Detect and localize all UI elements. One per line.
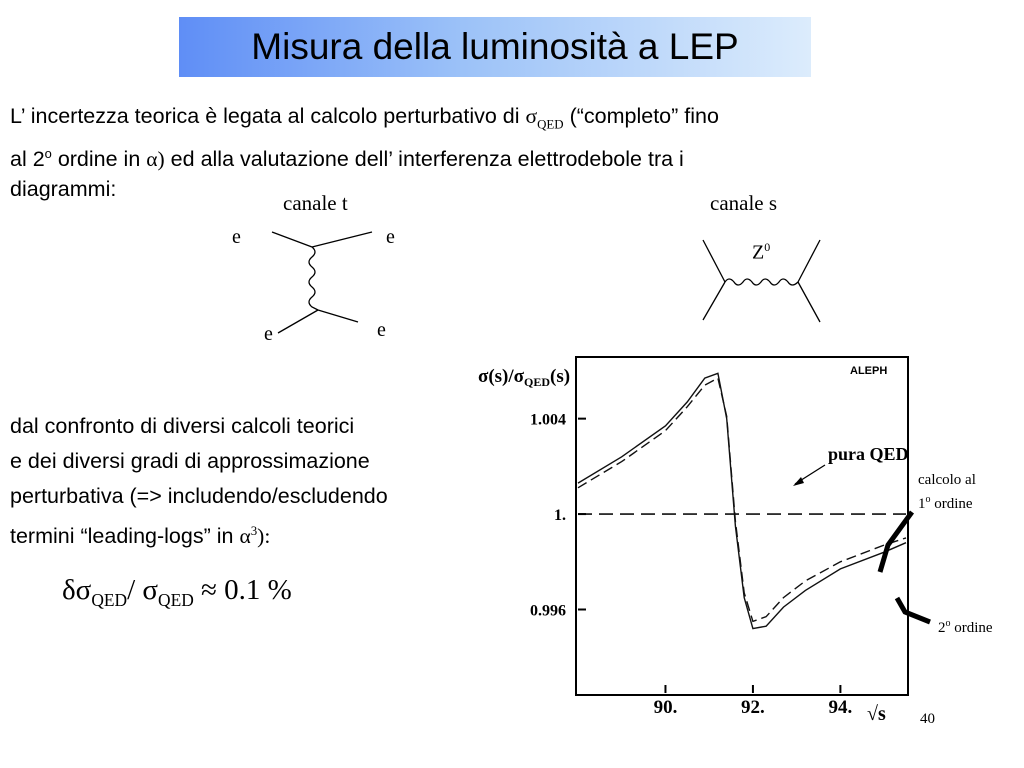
x-tick-label: 94. [828, 697, 853, 718]
order-superscript: o [44, 146, 52, 162]
y-tick-label: 1.004 [530, 411, 566, 429]
z-superscript: 0 [764, 240, 771, 254]
first-order-annotation-2: 1$^o$ ordine [918, 494, 973, 512]
x-tick-label: 90. [653, 697, 678, 718]
first-order-annotation: calcolo al [918, 472, 976, 488]
alpha-symbol: α) [146, 147, 165, 172]
qed-subscript: QED [158, 589, 194, 610]
comparison-line: dal confronto di diversi calcoli teorici [10, 414, 355, 438]
comparison-text: termini “leading-logs” in [10, 524, 240, 549]
t-channel-label: canale t [283, 191, 348, 215]
comparison-line: perturbativa (=> includendo/escludendo [10, 484, 388, 508]
comparison-text: ): [257, 524, 271, 549]
page-number: 40 [920, 711, 935, 727]
y-axis-label: $\sigma(s)/\sigma_{QED}(s)$ [478, 366, 571, 389]
page-title: Misura della luminosità a LEP [251, 26, 739, 67]
plot-frame [576, 357, 908, 695]
intro-text: L’ incertezza teorica è legata al calcolo perturbativo di [10, 104, 526, 128]
second-order-annotation: 2$^o$ ordine [938, 618, 993, 636]
formula-divider: / σ [127, 574, 159, 606]
intro-text: (“completo” fino [563, 104, 719, 128]
aleph-logo: ALEPH [850, 365, 888, 377]
intro-line-3: diagrammi: [10, 177, 117, 202]
y-tick-label: 1. [554, 507, 566, 525]
y-tick-label: 0.996 [530, 602, 566, 620]
intro-text: al 2 [10, 147, 45, 172]
qed-subscript: QED [91, 589, 128, 610]
x-axis-label: √s [867, 703, 886, 725]
z-text: Z [752, 241, 765, 264]
s-channel-label: canale s [710, 191, 778, 215]
intro-text: ed alla valutazione dell’ interferenza elettrodebole tra i [164, 147, 684, 172]
sigma-symbol: σ [525, 104, 538, 128]
qed-subscript: QED [537, 117, 564, 132]
electron-label: e [377, 319, 386, 341]
pure-qed-annotation: pura QED [828, 444, 909, 464]
electron-label: e [264, 323, 273, 345]
power-superscript: 3 [250, 524, 258, 538]
delta-sigma: δσ [62, 574, 92, 606]
x-tick-label: 92. [741, 697, 765, 718]
formula-value: ≈ 0.1 % [193, 574, 292, 606]
electron-label: e [386, 226, 395, 248]
alpha-symbol: α [239, 524, 251, 549]
intro-text: ordine in [51, 147, 147, 172]
comparison-line: e dei diversi gradi di approssimazione [10, 449, 370, 473]
electron-label: e [232, 226, 241, 248]
